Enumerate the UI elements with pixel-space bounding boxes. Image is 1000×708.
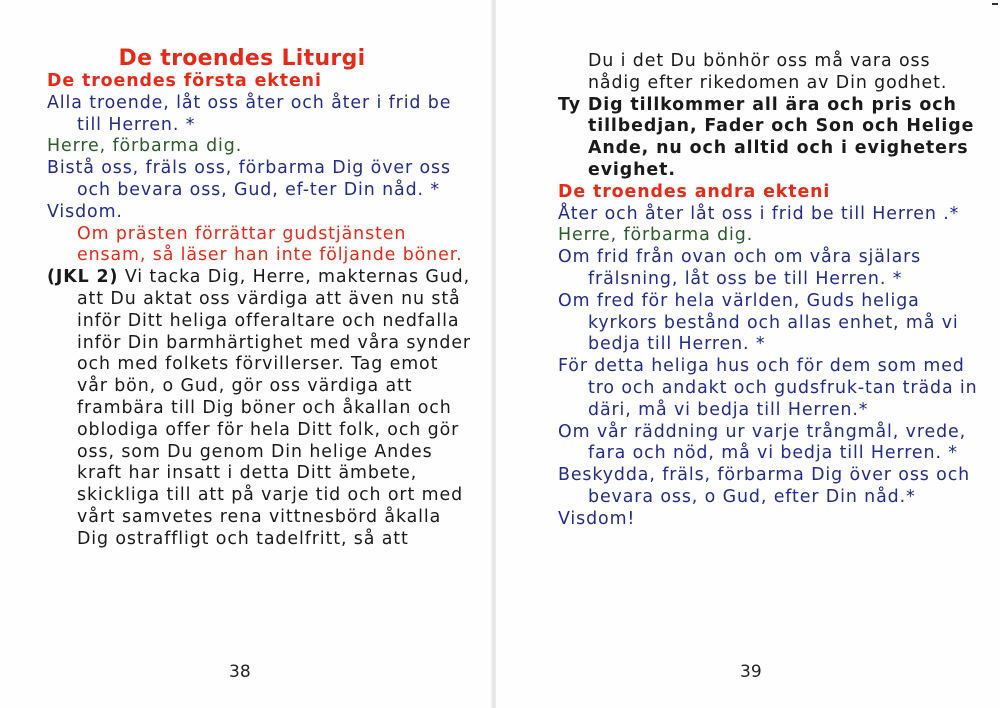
right-page: [496, 0, 1000, 708]
right-page-body: [558, 51, 983, 531]
response-line: Herre, förbarma dig.: [47, 136, 243, 157]
prayer-reference: (JKL 2): [47, 267, 119, 288]
doxology: Ty Dig tillkommer all ära och pris och tillbedjan, Fader och Son och Helige Ande, nu och alltid och i evigheters evighet.: [558, 94, 975, 180]
scan-speck: [992, 3, 998, 5]
litany-petition: Om vår räddning ur varje trångmål, vrede, fara och nöd, må vi bedja till Herren. *: [558, 421, 967, 464]
page-number: 38: [229, 662, 251, 682]
litany-petition: Alla troende, låt oss åter och åter i frid be till Herren. *: [47, 92, 452, 135]
litany-petition: Åter och åter låt oss i frid be till Herren .*: [558, 203, 960, 224]
section-heading: De troendes andra ekteni: [558, 181, 831, 202]
section-heading: De troendes första ekteni: [47, 71, 322, 91]
prayer-text: Vi tacka Dig, Herre, makternas Gud, att Du aktat oss värdiga att även nu stå inför Ditt heliga offeraltare och nedfalla inför Din barmhärtighet med våra synder och med folkets förvillerser. Tag emot vår bön, o Gud, gör oss värdiga att frambära till Dig böner och åkallan och oblodiga offer för hela Ditt folk, och gör oss, som Du genom Din helige Andes kraft har insatt i detta Ditt ämbete, skickliga till att på varje tid och ort med vårt samvetes rena vittnesbörd åkalla Dig ostraffligt och tadelfritt, så att: [77, 267, 471, 549]
left-page-body: [47, 71, 472, 551]
exclamation-line: Visdom.: [47, 201, 123, 222]
litany-petition: Beskydda, fräls, förbarma Dig över oss och bevara oss, o Gud, efter Din nåd.*: [558, 465, 971, 507]
prayer-continuation: Du i det Du bönhör oss må vara oss nådig efter rikedomen av Din godhet.: [588, 51, 948, 93]
litany-petition: Om frid från ovan och om våra själars frälsning, låt oss be till Herren. *: [558, 247, 922, 289]
page-title: De troendes Liturgi: [118, 46, 366, 71]
prayer-paragraph: [47, 267, 472, 550]
left-page: [0, 0, 492, 708]
page-number: 39: [740, 662, 762, 682]
litany-petition: Bistå oss, fräls oss, förbarma Dig över oss och bevara oss, Gud, ef-ter Din nåd. *: [47, 158, 451, 200]
response-line: Herre, förbarma dig.: [558, 225, 754, 246]
litany-petition: För detta heliga hus och för dem som med tro och andakt och gudsfruk-tan träda in däri, må vi bedja till Herren.*: [558, 356, 978, 420]
exclamation-line: Visdom!: [558, 508, 636, 529]
rubric-note: Om prästen förrättar gudstjänsten ensam, så läser han inte följande böner.: [77, 223, 463, 266]
litany-petition: Om fred för hela världen, Guds heliga kyrkors bestånd och allas enhet, må vi bedja till Herren. *: [558, 290, 959, 355]
